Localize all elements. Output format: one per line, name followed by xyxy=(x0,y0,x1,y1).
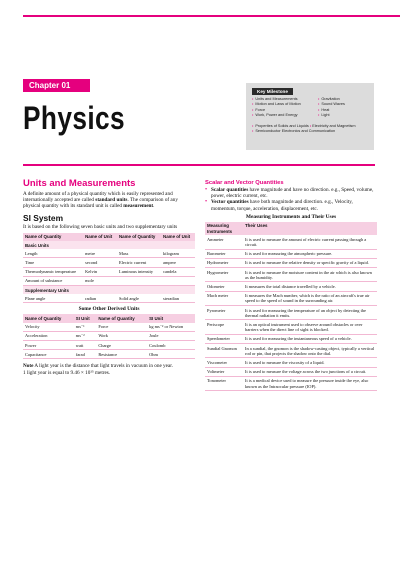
text: have magnitude and have no direction. e.g., Speed, volume, power, electric current, etc. xyxy=(211,187,374,200)
text: . The comparison of any physical quantity with its standard unit is called xyxy=(23,197,178,210)
text: have both magnitude and direction. e.g., Velocity, momentum, torque, acceleration, displacement, etc. xyxy=(211,199,353,212)
milestone-item-text: Electricity and Magnetism xyxy=(312,124,356,128)
cell: Odometer xyxy=(205,282,243,291)
milestone-item: • Semiconductor Electronics and Communication xyxy=(252,129,355,134)
table-row xyxy=(205,258,377,267)
cell: It is used for measuring the instantaneous speed of a vehicle. xyxy=(243,334,377,343)
table-row xyxy=(23,323,195,332)
cell: Time xyxy=(23,258,83,267)
cell: Velocity xyxy=(23,323,74,332)
key-milestone-title: Key Milestone xyxy=(252,88,293,95)
cell: metre xyxy=(83,249,117,258)
table-row xyxy=(205,268,377,282)
cell: In a sundial, the gnomon is the shadow-casting object, typically a vertical rod or pin, that projects the shadow onto the dial. xyxy=(243,344,377,358)
light-year-line: 1 light year is equal to 9.46 × 10¹⁵ metres. xyxy=(23,369,111,376)
key-milestone-box xyxy=(246,83,374,150)
cell: watt xyxy=(74,341,97,350)
chapter-badge: Chapter 01 xyxy=(23,79,90,92)
cell: It is used for measuring the temperature of an object by detecting the thermal radiation it emits. xyxy=(243,306,377,320)
units-heading: Units and Measurements xyxy=(23,178,136,189)
note-paragraph xyxy=(23,363,195,369)
cell: It measures the Mach number, which is the ratio of an aircraft's true air speed to the speed of sound in the surrounding air. xyxy=(243,291,377,305)
section-label: Supplementary Units xyxy=(23,286,195,295)
cell: Work xyxy=(96,331,147,340)
table-row xyxy=(23,331,195,340)
scalar-vector-heading: Scalar and Vector Quantities xyxy=(205,180,284,186)
top-accent-line xyxy=(23,15,400,17)
table-row xyxy=(23,350,195,359)
cell: Plane angle xyxy=(23,294,83,303)
text: A definite amount of a physical quantity which is easily represented and internationally accepted are called xyxy=(23,191,173,204)
table-row xyxy=(205,320,377,334)
cell: Sundial Gnomon xyxy=(205,344,243,358)
bold-term: Vector quantities xyxy=(211,199,249,206)
cell: Power xyxy=(23,341,74,350)
table-row xyxy=(23,276,195,285)
instruments-caption: Measuring Instruments and Their Uses xyxy=(245,213,337,220)
left-column xyxy=(23,178,195,376)
chapter-title: Physics xyxy=(23,100,126,136)
column-header: Measuring Instruments xyxy=(205,222,243,235)
milestone-list-left xyxy=(252,97,301,119)
cell: radian xyxy=(83,294,117,303)
cell: ms⁻¹ xyxy=(74,323,97,332)
cell: Viscometer xyxy=(205,358,243,367)
cell: It is an optical instrument used to observe around obstacles or over barriers when the direct line of sight is blocked. xyxy=(243,320,377,334)
table-row xyxy=(205,249,377,258)
cell: Mach meter xyxy=(205,291,243,305)
cell: Hydrometer xyxy=(205,258,243,267)
scalar-bullet xyxy=(205,187,377,199)
column-header: Name of Unit xyxy=(83,233,117,241)
cell: Resistance xyxy=(96,350,147,359)
vector-bullet xyxy=(205,199,377,211)
cell: kilogram xyxy=(161,249,195,258)
column-header: Name of Quantity xyxy=(117,233,161,241)
cell: Charge xyxy=(96,341,147,350)
cell: Speedometer xyxy=(205,334,243,343)
table-row xyxy=(205,291,377,305)
cell: second xyxy=(83,258,117,267)
milestone-list-right xyxy=(318,97,345,119)
cell xyxy=(161,276,195,285)
table-row xyxy=(205,282,377,291)
cell: Pyrometer xyxy=(205,306,243,320)
cell: Force xyxy=(96,323,147,332)
cell: kg ms⁻² or Newton xyxy=(147,323,195,332)
bold-term: measurement xyxy=(123,203,154,210)
table-row xyxy=(205,235,377,249)
bold-term: Scalar quantities xyxy=(211,187,249,193)
table-row xyxy=(205,306,377,320)
table-row xyxy=(205,344,377,358)
column-header: Their Uses xyxy=(243,222,377,235)
column-header: SI Unit xyxy=(147,314,195,322)
cell: Coulomb xyxy=(147,341,195,350)
units-intro xyxy=(23,191,195,210)
cell xyxy=(117,276,161,285)
cell: mole xyxy=(83,276,117,285)
milestone-item: • Work, Power and Energy xyxy=(252,113,301,118)
section-divider xyxy=(23,164,375,166)
milestone-item-text: Properties of Solids and Liquids xyxy=(255,124,309,128)
derived-units-table xyxy=(23,314,195,359)
cell: Kelvin xyxy=(83,267,117,276)
milestone-item: • Heat xyxy=(318,108,345,113)
cell: Barometer xyxy=(205,249,243,258)
cell: Amount of substance xyxy=(23,276,83,285)
cell: farad xyxy=(74,350,97,359)
milestone-item: • Light xyxy=(318,113,345,118)
right-column xyxy=(205,180,377,391)
instruments-table xyxy=(205,222,377,391)
table-row xyxy=(23,258,195,267)
table-row xyxy=(205,358,377,367)
section-label: Basic Units xyxy=(23,241,195,249)
cell: Solid angle xyxy=(117,294,161,303)
cell: It is used for measuring the atmospheric pressure. xyxy=(243,249,377,258)
cell: Luminous intensity xyxy=(117,267,161,276)
si-intro: It is based on the following seven basic units and two supplementary units xyxy=(23,223,178,230)
table-row xyxy=(23,249,195,258)
milestone-item: • Force xyxy=(252,108,301,113)
cell: Periscope xyxy=(205,320,243,334)
milestone-item: • Gravitation xyxy=(318,97,345,102)
cell: Capacitance xyxy=(23,350,74,359)
si-heading: SI System xyxy=(23,212,64,223)
cell: Thermodynamic temperature xyxy=(23,267,83,276)
cell: ms⁻² xyxy=(74,331,97,340)
cell: steradian xyxy=(161,294,195,303)
cell: It measures the total distance travelled by a vehicle. xyxy=(243,282,377,291)
milestone-item: • Sound Waves xyxy=(318,102,345,107)
cell: It is used to measure the moisture content in the air which is also known as the humidity. xyxy=(243,268,377,282)
cell: Hygrometer xyxy=(205,268,243,282)
cell: It is used to measure the relative density or specific gravity of a liquid. xyxy=(243,258,377,267)
cell: Ammeter xyxy=(205,235,243,249)
cell: Electric current xyxy=(117,258,161,267)
cell: ampere xyxy=(161,258,195,267)
cell: It is used to measure the viscosity of a liquid. xyxy=(243,358,377,367)
table-row xyxy=(23,341,195,350)
table-row xyxy=(23,267,195,276)
cell: Voltmeter xyxy=(205,367,243,376)
cell: It is used to measure the voltage across the two junctions of a circuit. xyxy=(243,367,377,376)
milestone-list-bottom xyxy=(252,124,355,135)
cell: Acceleration xyxy=(23,331,74,340)
note-label: Note xyxy=(23,363,34,370)
milestone-item: • Units and Measurements xyxy=(252,97,301,102)
table-row xyxy=(205,334,377,343)
table-row xyxy=(205,367,377,376)
column-header: Name of Quantity xyxy=(96,314,147,322)
cell: It is a medical device used to measure the pressure inside the eye, also known as the Intraocular pressure (IOP). xyxy=(243,376,377,390)
cell: Ohm xyxy=(147,350,195,359)
cell: Mass xyxy=(117,249,161,258)
derived-units-caption: Some Other Derived Units xyxy=(78,306,140,313)
si-units-table xyxy=(23,233,195,304)
milestone-item: • Motion and Laws of Motion xyxy=(252,102,301,107)
cell: Length xyxy=(23,249,83,258)
text: . xyxy=(153,203,155,210)
cell: It is used to measure the amount of electric current passing through a circuit. xyxy=(243,235,377,249)
cell: Joule xyxy=(147,331,195,340)
cell: Tonometer xyxy=(205,376,243,390)
bullet-icon: • xyxy=(309,124,312,128)
column-header: SI Unit xyxy=(74,314,97,322)
table-row xyxy=(23,294,195,303)
cell: candela xyxy=(161,267,195,276)
table-row xyxy=(205,376,377,390)
column-header: Name of Quantity xyxy=(23,314,74,322)
bold-term: standard units xyxy=(95,197,128,204)
column-header: Name of Quantity xyxy=(23,233,83,241)
note-text: A light year is the distance that light travels in vacuum in one year. xyxy=(34,363,173,370)
column-header: Name of Unit xyxy=(161,233,195,241)
